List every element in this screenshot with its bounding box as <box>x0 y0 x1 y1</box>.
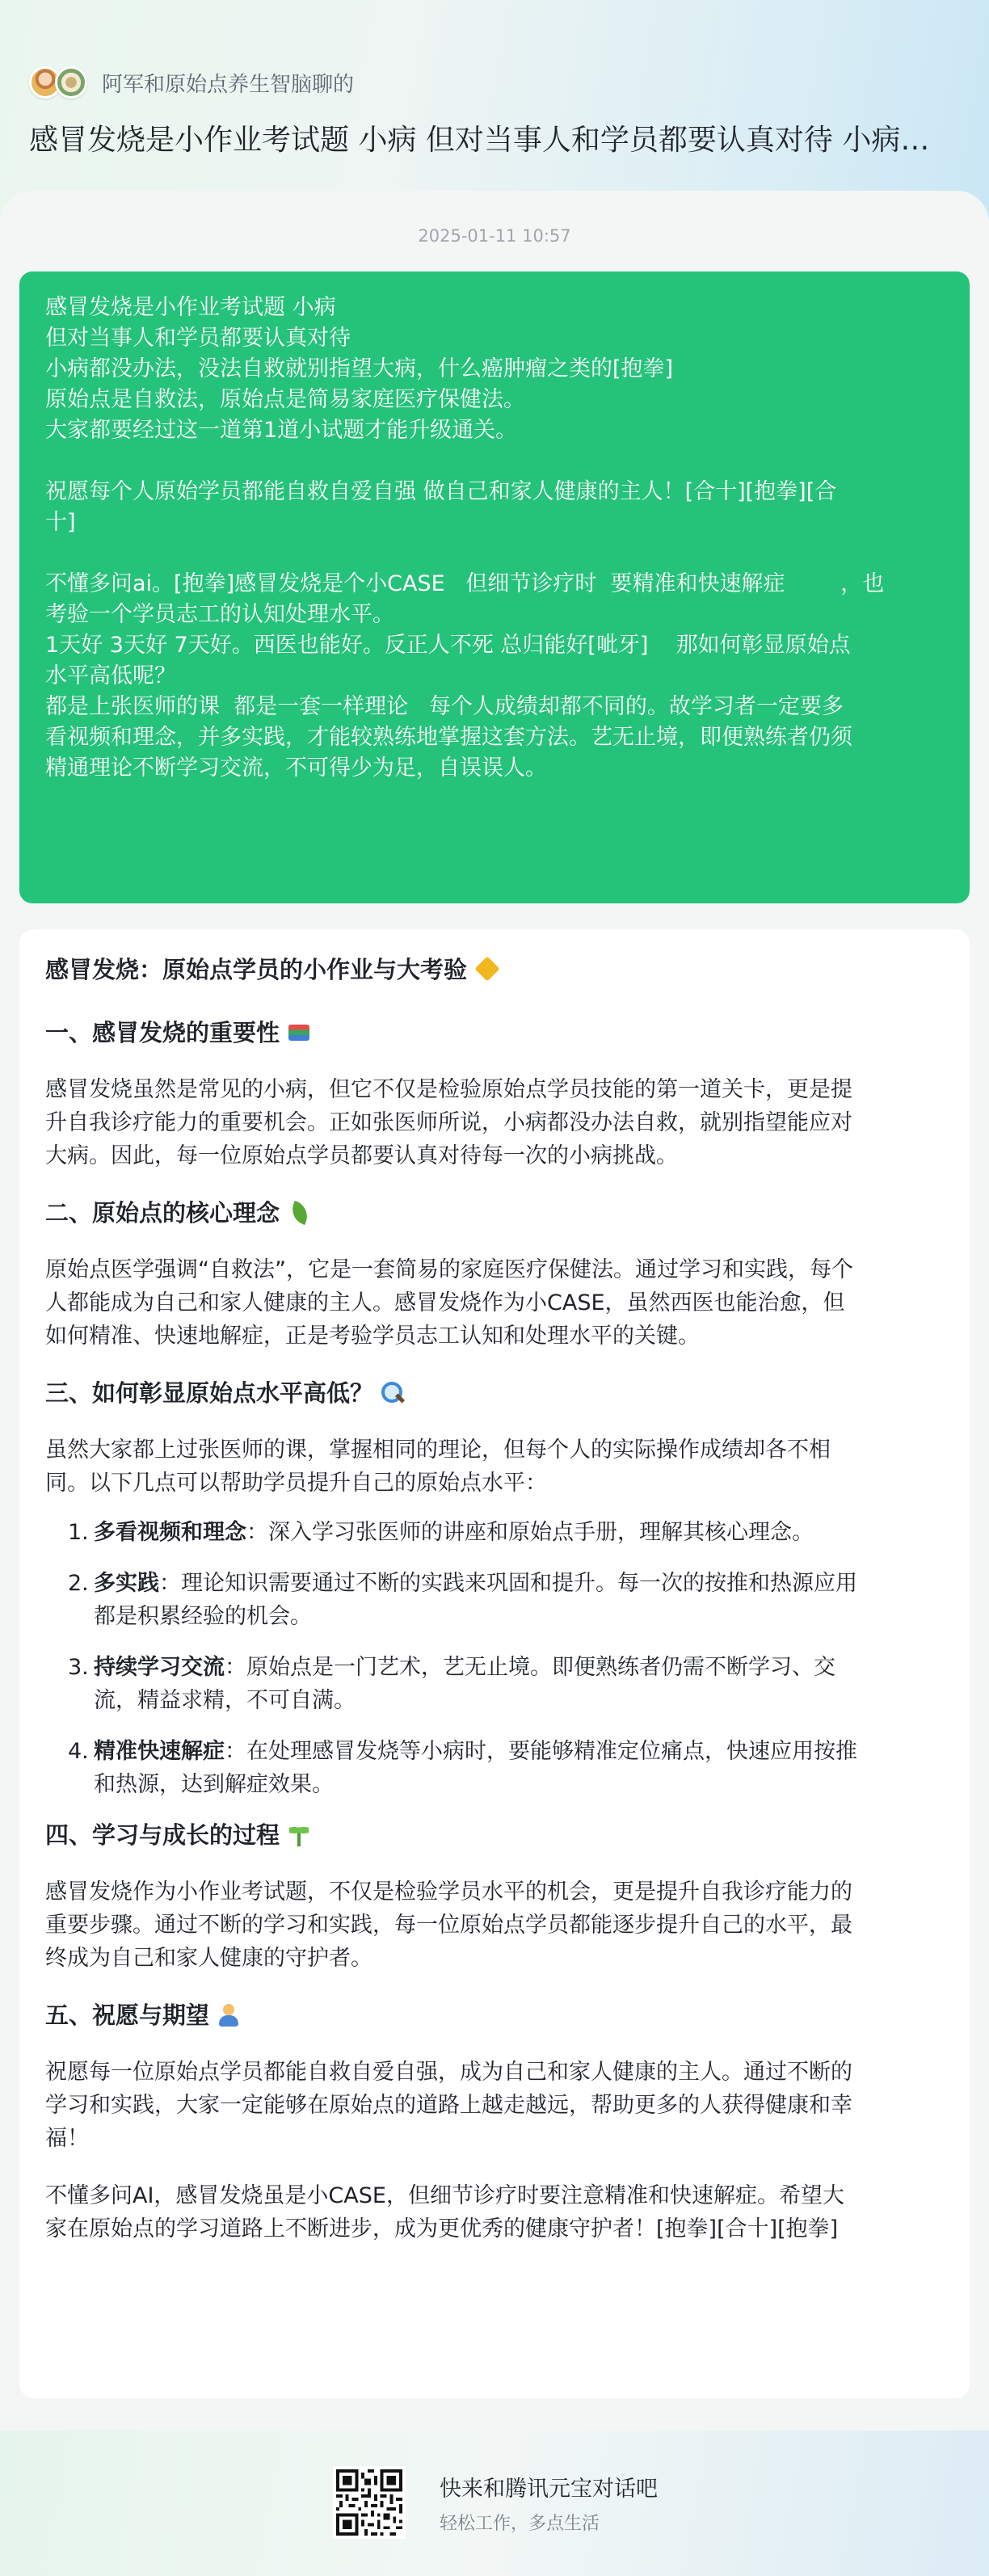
paragraph-line: 人都能成为自己和家人健康的主人。感冒发烧作为小CASE，虽然西医也能治愈，但 <box>45 1290 845 1315</box>
footer-subtitle: 轻松工作，多点生活 <box>440 2514 600 2534</box>
section-heading <box>45 1377 944 1409</box>
avatar-group <box>29 66 87 99</box>
books-icon <box>286 1020 312 1046</box>
list-item-bold: 多实践 <box>94 1571 159 1596</box>
ai-reply-card <box>19 929 970 2398</box>
list-item-bold: 精准快速解症 <box>94 1739 225 1764</box>
list-item-text: ：在处理感冒发烧等小病时，要能够精准定位痛点，快速应用按推 <box>225 1739 857 1764</box>
message-timestamp: 2025-01-11 10:57 <box>418 226 571 246</box>
section-heading <box>45 1017 944 1049</box>
user-message-line: 祝愿每个人原始学员都能自救自爱自强 做自己和家人健康的主人！[合十][抱拳][合 <box>45 479 837 504</box>
user-message-line: 考验一个学员志工的认知处理水平。 <box>45 602 394 627</box>
list-item-text: 都是积累经验的机会。 <box>94 1604 312 1629</box>
list-item-text: ：深入学习张医师的讲座和原始点手册，理解其核心理念。 <box>246 1520 814 1545</box>
magnifier-icon <box>380 1380 406 1406</box>
qr-code-icon[interactable] <box>333 2466 406 2539</box>
list-item <box>68 1516 944 1549</box>
list-item-text: ：原始点是一门艺术，艺无止境。即便熟练者仍需不断学习、交 <box>225 1655 835 1680</box>
paragraph-line: 终成为自己和家人健康的守护者。 <box>45 1946 372 1971</box>
section-heading-text: 一、感冒发烧的重要性 <box>45 1019 280 1046</box>
list-item-bold: 多看视频和理念 <box>94 1520 246 1545</box>
person-icon <box>216 2002 242 2028</box>
user-message-line: 都是上张医师的课 都是一套一样理论 每个人成绩却都不同的。故学习者一定要多 <box>45 694 844 719</box>
user-message-line: 水平高低呢？ <box>45 663 176 688</box>
section-heading-text: 四、学习与成长的过程 <box>45 1821 280 1849</box>
section-heading <box>45 1999 944 2031</box>
paragraph-line: 福！ <box>45 2126 89 2151</box>
page-title: 感冒发烧是小作业考试题 小病 但对当事人和学员都要认真对待 小病都… <box>29 124 958 157</box>
paragraph-line: 虽然大家都上过张医师的课，掌握相同的理论，但每个人的实际操作成绩却各不相 <box>45 1437 831 1463</box>
section-heading-text: 五、祝愿与期望 <box>45 2001 210 2029</box>
user-message-line: 但对当事人和学员都要认真对待 <box>45 326 351 351</box>
paragraph-line: 同。以下几点可以帮助学员提升自己的原始点水平： <box>45 1471 547 1496</box>
user-message-line: 原始点是自救法，原始点是简易家庭医疗保健法。 <box>45 387 525 412</box>
paragraph-line: 如何精准、快速地解症，正是考验学员志工认知和处理水平的关键。 <box>45 1324 700 1349</box>
section-paragraph <box>45 1253 944 1353</box>
list-number: 2. <box>68 1571 89 1596</box>
list-item <box>68 1567 944 1633</box>
section-paragraph <box>45 1433 944 1500</box>
paragraph-line: 重要步骤。通过不断的学习和实践，每一位原始点学员都能逐步提升自己的水平，最 <box>45 1913 852 1938</box>
section-paragraph <box>45 1073 944 1172</box>
section-heading <box>45 1197 944 1229</box>
paragraph-line: 家在原始点的学习道路上不断进步，成为更优秀的健康守护者！[抱拳][合十][抱拳] <box>45 2216 839 2241</box>
user-message-line: 感冒发烧是小作业考试题 小病 <box>45 295 336 320</box>
sparkle-icon <box>473 957 499 983</box>
user-message-line <box>45 538 944 569</box>
paragraph-line: 升自我诊疗能力的重要机会。正如张医师所说，小病都没办法自救，就别指望能应对 <box>45 1110 852 1135</box>
user-message-line: 看视频和理念，并多实践，才能较熟练地掌握这套方法。艺无止境，即便熟练者仍须 <box>45 725 852 750</box>
seedling-icon <box>286 1822 312 1848</box>
footer-title: 快来和腾讯元宝对话吧 <box>440 2477 658 2502</box>
user-message-line: 1天好 3天好 7天好。西医也能好。反正人不死 总归能好[呲牙] 那如何彰显原始点 <box>45 633 851 658</box>
conversation-header <box>29 63 958 160</box>
closing-paragraph <box>45 2179 944 2246</box>
paragraph-line: 大病。因此，每一位原始点学员都要认真对待每一次的小病挑战。 <box>45 1143 678 1168</box>
paragraph-line: 不懂多问AI，感冒发烧虽是小CASE，但细节诊疗时要注意精准和快速解症。希望大 <box>45 2183 844 2208</box>
user-message-line: 大家都要经过这一道第1道小试题才能升级通关。 <box>45 418 518 443</box>
share-footer <box>0 2448 989 2552</box>
section-heading-text: 二、原始点的核心理念 <box>45 1199 280 1227</box>
paragraph-line: 原始点医学强调“自救法”，它是一套简易的家庭医疗保健法。通过学习和实践，每个 <box>45 1257 853 1282</box>
user-message-bubble <box>19 271 970 903</box>
paragraph-line: 学习和实践，大家一定能够在原始点的道路上越走越远，帮助更多的人获得健康和幸 <box>45 2093 852 2118</box>
section-paragraph <box>45 1875 944 1975</box>
section-heading <box>45 1819 944 1851</box>
user-message-line: 不懂多问ai。[抱拳]感冒发烧是个小CASE 但细节诊疗时 要精准和快速解症 ，也 <box>45 571 885 596</box>
paragraph-line: 感冒发烧虽然是常见的小病，但它不仅是检验原始点学员技能的第一道关卡，更是提 <box>45 1077 852 1102</box>
reply-title-text: 感冒发烧：原始点学员的小作业与大考验 <box>45 956 468 983</box>
section-paragraph <box>45 2056 944 2155</box>
list-item-text: 和热源，达到解症效果。 <box>94 1772 334 1797</box>
user-message-line: 十] <box>45 510 76 535</box>
list-item <box>68 1735 944 1801</box>
user-message-line: 精通理论不断学习交流，不可得少为足，自误误人。 <box>45 756 547 781</box>
list-item-text: ：理论知识需要通过不断的实践来巩固和提升。每一次的按推和热源应用 <box>159 1571 857 1596</box>
user-message-line <box>45 446 944 477</box>
leaf-icon <box>286 1200 312 1226</box>
list-item-bold: 持续学习交流 <box>94 1655 225 1680</box>
list-number: 1. <box>68 1520 89 1545</box>
reply-title <box>45 953 944 986</box>
group-name: 阿军和原始点养生智脑聊的 <box>102 72 355 97</box>
list-item <box>68 1651 944 1717</box>
list-item-text: 流，精益求精，不可自满。 <box>94 1688 356 1713</box>
paragraph-line: 感冒发烧作为小作业考试题，不仅是检验学员水平的机会，更是提升自我诊疗能力的 <box>45 1879 852 1905</box>
tips-list <box>45 1516 944 1801</box>
user-message-line: 小病都没办法，没法自救就别指望大病，什么癌肿瘤之类的[抱拳] <box>45 356 674 381</box>
list-number: 3. <box>68 1655 89 1680</box>
list-number: 4. <box>68 1739 89 1764</box>
section-heading-text: 三、如何彰显原始点水平高低？ <box>45 1379 374 1407</box>
paragraph-line: 祝愿每一位原始点学员都能自救自爱自强，成为自己和家人健康的主人。通过不断的 <box>45 2060 852 2085</box>
avatar <box>55 66 87 99</box>
